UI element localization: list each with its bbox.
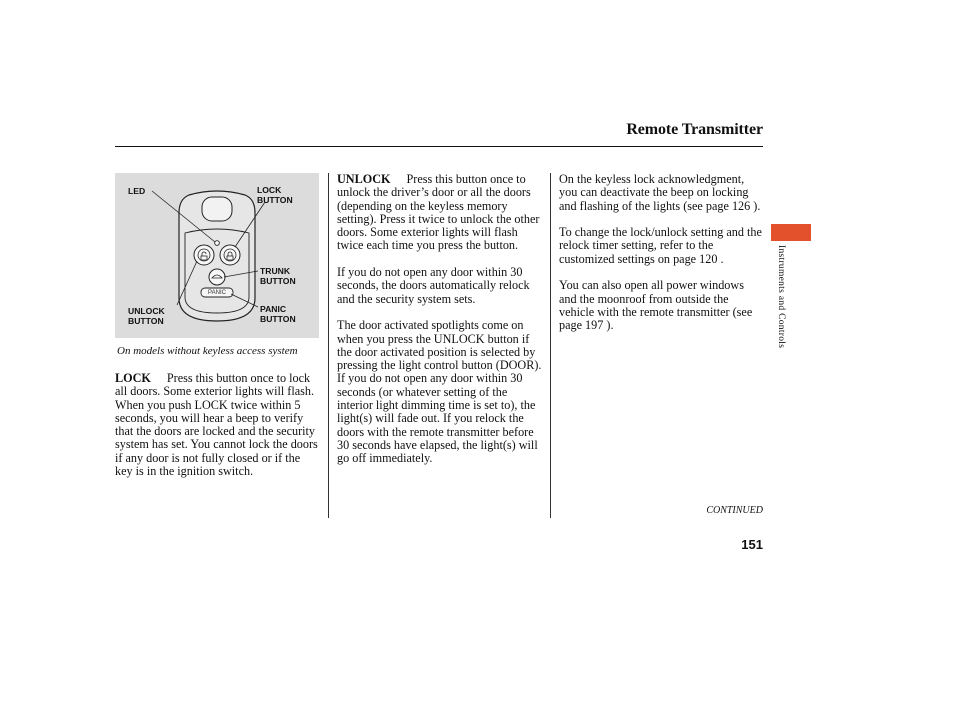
unlock-paragraph: UNLOCK Press this button once to unlock the driver’s door or all the doors (depending on the keyless memory setting). Press it twice to unlock the other doors. Some exterior lights will flash twice each time you press the button. — [337, 172, 540, 253]
column-divider-2 — [550, 173, 551, 518]
figure-caption: On models without keyless access system — [117, 345, 298, 357]
acknowledgment-paragraph: On the keyless lock acknowledgment, you can deactivate the beep on locking and flashing of the lights (see page 126 ). — [559, 172, 761, 213]
lock-key-icon — [220, 245, 240, 265]
remote-transmitter-figure — [115, 173, 319, 338]
lock-term: LOCK — [115, 371, 151, 385]
column-1 — [115, 372, 319, 478]
continued-label: CONTINUED — [706, 505, 763, 516]
power-windows-paragraph: You can also open all power windows and the moonroof from outside the vehicle with the remote transmitter (see page 197 ). — [559, 278, 753, 333]
led-callout: LED — [128, 186, 146, 196]
page-number: 151 — [741, 537, 763, 552]
section-tab — [771, 224, 811, 241]
unlock-term: UNLOCK — [337, 172, 391, 186]
page-title: Remote Transmitter — [626, 121, 763, 138]
section-label: Instruments and Controls — [776, 245, 786, 349]
relock-paragraph: If you do not open any door within 30 seconds, the doors automatically relock and the security system sets. — [337, 265, 530, 306]
spotlights-paragraph: The door activated spotlights come on when you press the UNLOCK button if the door activated position is selected by pressing the light control button (DOOR). If you do not open any door within 30 seconds (or whatever setting of the interior light dimming time is set to), the light(s) will fade out. If you relock the doors with the remote transmitter before 30 seconds have elapsed, the light(s) will go off immediately. — [337, 318, 542, 466]
trunk-button-callout: TRUNK BUTTON — [260, 266, 296, 286]
trunk-key-icon — [209, 269, 225, 285]
title-rule — [115, 146, 763, 147]
led-icon — [215, 241, 220, 246]
unlock-button-callout: UNLOCK BUTTON — [128, 306, 165, 326]
lock-paragraph: LOCK Press this button once to lock all doors. Some exterior lights will flash. When you push LOCK twice within 5 seconds, you will hear a beep to verify that the doors are locked and the security system has set. You cannot lock the doors if any door is not fully closed or if the key is in the ignition switch. — [115, 371, 318, 479]
panic-button-callout: PANIC BUTTON — [260, 304, 296, 324]
customized-settings-paragraph: To change the lock/unlock setting and the relock timer setting, refer to the customized settings on page 120 . — [559, 225, 762, 266]
column-divider-1 — [328, 173, 329, 518]
column-2 — [337, 173, 543, 466]
panic-key-label: PANIC — [208, 290, 226, 296]
key-ring-slot — [202, 197, 232, 221]
column-3 — [559, 173, 763, 333]
lock-button-callout: LOCK BUTTON — [257, 185, 293, 205]
unlock-key-icon — [194, 245, 214, 265]
